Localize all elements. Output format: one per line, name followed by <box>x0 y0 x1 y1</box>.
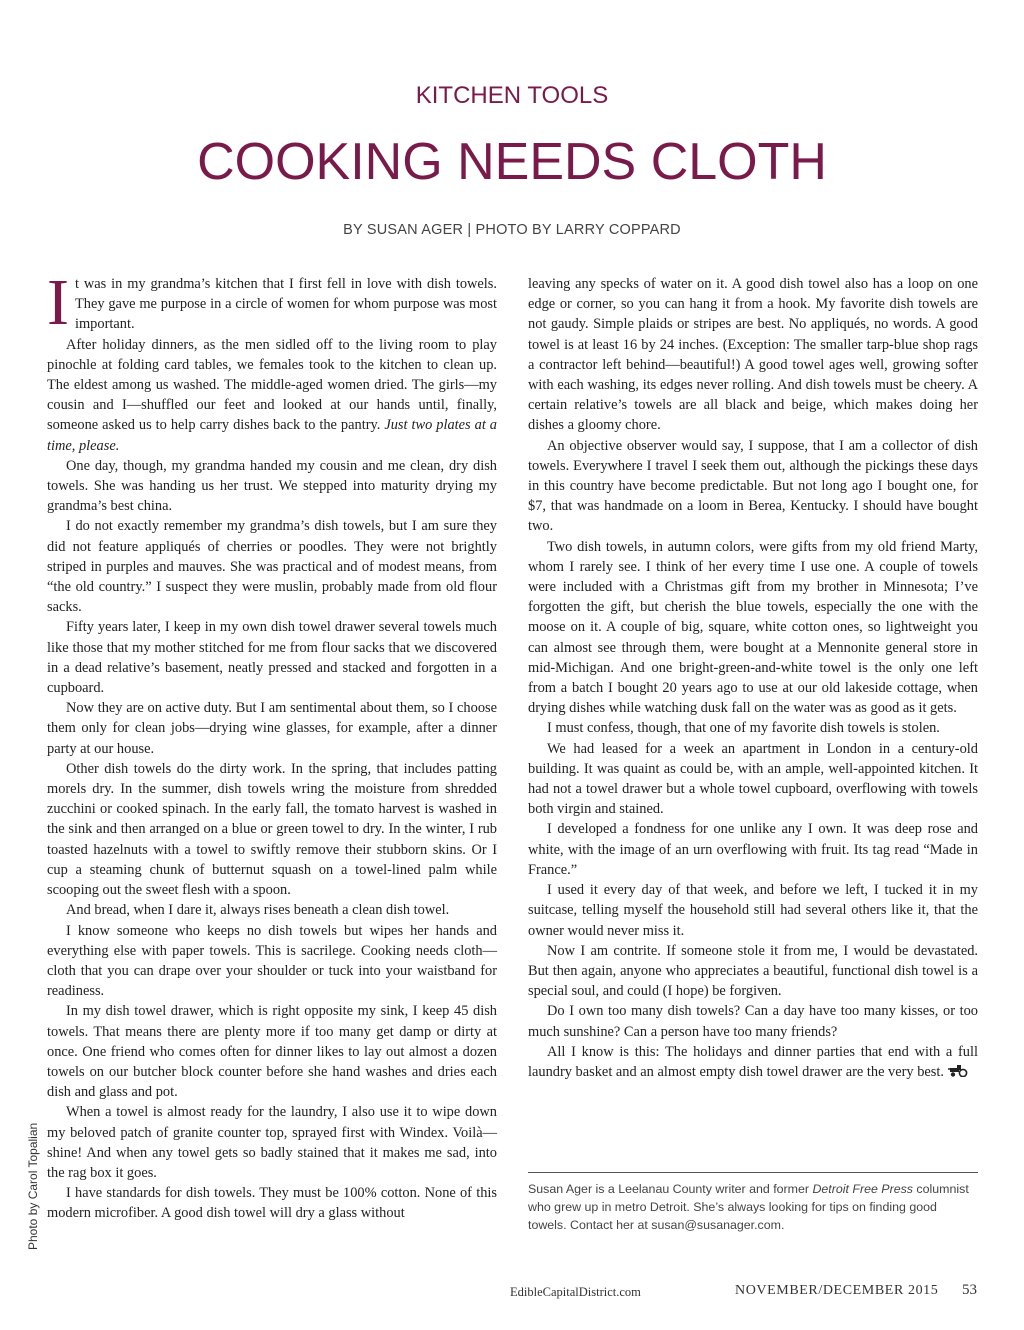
paragraph: All I know is this: The holidays and dinner parties that end with a full laundry basket and an almost empty dish towel drawer are the very best. <box>528 1043 978 1080</box>
paragraph: I do not exactly remember my grandma’s dish towels, but I am sure they did not feature appliqués of cherries or poodles. They were not brightly striped in purples and mauves. She was practical and of modest means, from “the old country.” I suspect they were muslin, probably made from old flour sacks. <box>47 518 497 616</box>
page-number: 53 <box>962 1282 977 1298</box>
footer-issue-date: NOVEMBER/DECEMBER 2015 <box>735 1283 939 1298</box>
author-bio: Susan Ager is a Leelanau County writer and former Detroit Free Press columnist who grew up in metro Detroit. She’s always looking for tips on finding good towels. Contact her at susan@susanager.com. <box>528 1172 978 1234</box>
article-column-right <box>528 274 978 1082</box>
footer-website: EdibleCapitalDistrict.com <box>510 1285 641 1299</box>
paragraph: I developed a fondness for one unlike any I own. It was deep rose and white, with the image of an urn overflowing with fruit. Its tag read “Made in France.” <box>528 821 978 878</box>
paragraph: After holiday dinners, as the men sidled off to the living room to play pinochle at folding card tables, we females took to the kitchen to clean up. The eldest among us washed. The middle-aged women dried. The girls—my cousin and I—shuffled our feet and looked at our hands until, finally, someone asked us to help carry dishes back to the pantry. Just two plates at a time, please. <box>47 336 497 454</box>
paragraph: Now I am contrite. If someone stole it from me, I would be devastated. But then again, anyone who appreciates a beautiful, functional dish towel is a special soul, and could (I hope) be forgiven. <box>528 942 978 1000</box>
paragraph: Do I own too many dish towels? Can a day have too many kisses, or too much sunshine? Can a person have too many friends? <box>528 1003 978 1040</box>
paragraph: Fifty years later, I keep in my own dish towel drawer several towels much like those that my mother stitched for me from flour sacks that we discovered in a dead relative’s basement, neatly pressed and stacked and forgotten in a cupboard. <box>47 619 497 697</box>
italic-quote: Just two plates at a time, please. <box>47 417 497 454</box>
paragraph: Now they are on active duty. But I am sentimental about them, so I choose them only for clean jobs—drying wine glasses, for example, after a dinner party at our house. <box>47 700 497 757</box>
drop-cap: I <box>47 266 69 339</box>
section-kicker: KITCHEN TOOLS <box>415 82 609 109</box>
byline: BY SUSAN AGER | PHOTO BY LARRY COPPARD <box>343 222 681 238</box>
paragraph: I must confess, though, that one of my favorite dish towels is stolen. <box>547 720 940 737</box>
page-footer <box>0 1282 1024 1302</box>
paragraph: And bread, when I dare it, always rises beneath a clean dish towel. <box>66 902 450 919</box>
paragraph: It was in my grandma’s kitchen that I first fell in love with dish towels. They gave me purpose in a circle of women for whom purpose was most important. <box>47 266 497 339</box>
paragraph: We had leased for a week an apartment in London in a century-old building. It was quaint as could be, with an ample, well-appointed kitchen. It had not a towel drawer but a whole towel cupboard, overflowing with towels both virgin and stained. <box>528 740 978 818</box>
paragraph: Other dish towels do the dirty work. In the spring, that includes patting morels dry. In the summer, dish towels wring the moisture from shredded zucchini or cooked spinach. In the early fall, the tomato harvest is washed in the sink and then arranged on a blue or green towel to dry. In the winter, I rub toasted hazelnuts with a towel to swiftly remove their stubborn skins. Or I cup a steaming chunk of butternut squash on a towel-lined palm while scooping out the sweet flesh with a spoon. <box>47 760 497 899</box>
photo-credit: Photo by Carol Topalian <box>26 1122 40 1250</box>
article-column-left <box>47 266 497 1224</box>
paragraph: I used it every day of that week, and before we left, I tucked it in my suitcase, telling myself the household still had several others like it, that the owner would never miss it. <box>528 882 978 939</box>
article-headline: COOKING NEEDS CLOTH <box>197 133 827 191</box>
paragraph: leaving any specks of water on it. A good dish towel also has a loop on one edge or corner, so you can hang it from a hook. My favorite dish towels are not gaudy. Simple plaids or stripes are best. No appliqués, no words. A good towel is at least 16 by 24 inches. (Exception: The smaller tarp-blue shop rags a contractor left behind—beautiful!) A good towel ages well, growing softer with each washing, its edges never rolling. And dish towels must be cheery. A certain relative’s towels are all black and beige, which makes doing her dishes a gloomy chore. <box>528 276 978 434</box>
paragraph: When a towel is almost ready for the laundry, I also use it to wipe down my beloved patch of granite counter top, sprayed first with Windex. Voilà—shine! And when any towel gets so badly stained that it makes me sad, into the rag box it goes. <box>47 1104 497 1181</box>
tractor-icon <box>948 1065 968 1077</box>
paragraph: Two dish towels, in autumn colors, were gifts from my old friend Marty, whom I rarely see. I think of her every time I use one. A couple of towels were included with a Christmas gift from my brother in Minnesota; I’ve forgotten the gift, but cherish the blue towels, especially the one with the moose on it. A couple of big, square, white cotton ones, so lightweight you can almost see through them, were bought at a Mennonite general store in mid-Michigan. And one bright-green-and-white towel is the only one left from a batch I bought 20 years ago to use at our old lakeside cottage, when drying dishes while watching dusk fall on the water was as good as it gets. <box>528 538 978 717</box>
paragraph: I have standards for dish towels. They must be 100% cotton. None of this modern microfiber. A good dish towel will dry a glass without <box>47 1185 497 1222</box>
paragraph: An objective observer would say, I suppose, that I am a collector of dish towels. Everywhere I travel I seek them out, although the pickings these days in this country have become predictable. But not long ago I bought one, for $7, that was handmade on a loom in Berea, Kentucky. I should have bought two. <box>528 437 978 535</box>
paragraph: In my dish towel drawer, which is right opposite my sink, I keep 45 dish towels. That means there are plenty more if too many get damp or dirty at once. One friend who comes often for dinner likes to lay out almost a dozen towels on our butcher block counter before she hand washes and dries each dish and glass and pot. <box>47 1003 497 1101</box>
paragraph: I know someone who keeps no dish towels but wipes her hands and everything else with paper towels. This is sacrilege. Cooking needs cloth—cloth that you can drape over your shoulder or tuck into your waistband for readiness. <box>47 922 497 1000</box>
paragraph: One day, though, my grandma handed my cousin and me clean, dry dish towels. She was handing us her trust. We stepped into maturity drying my grandma’s best china. <box>47 457 497 515</box>
